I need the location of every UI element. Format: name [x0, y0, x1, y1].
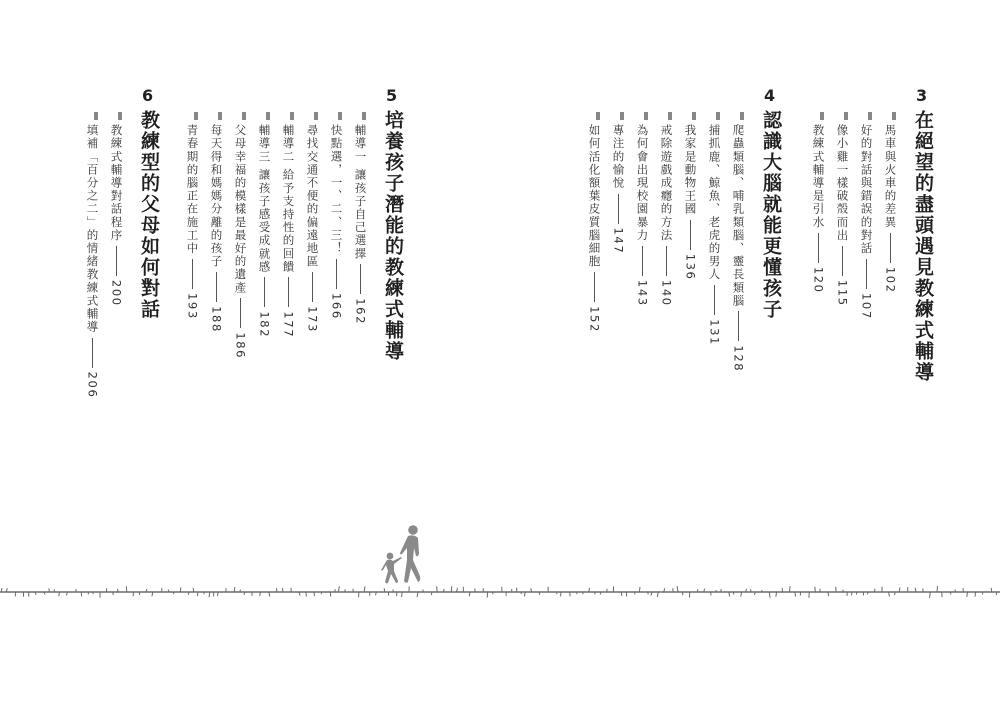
leader-line: [594, 272, 595, 302]
leader-line: [192, 259, 193, 289]
ground-tick: [769, 592, 770, 598]
ground-tick: [126, 586, 127, 592]
bullet-mark: [644, 112, 648, 120]
toc-entry[interactable]: [306, 112, 318, 333]
toc-entry[interactable]: [860, 112, 872, 320]
ground-tick: [673, 588, 674, 592]
ground-tick: [193, 588, 194, 592]
bullet-mark: [362, 112, 366, 120]
ground-tick: [437, 586, 438, 592]
bullet-mark: [314, 112, 318, 120]
entry-title: 馬車與火車的差異: [883, 124, 898, 229]
entry-title: 戒除遊戲成癮的方法: [659, 124, 674, 242]
toc-entry[interactable]: [258, 112, 270, 338]
leader-line: [240, 298, 241, 328]
ground-tick: [937, 586, 938, 592]
ground-tick: [487, 592, 488, 598]
leader-line: [866, 259, 867, 289]
entry-page: 102: [883, 266, 898, 294]
chapter-title: 培養孩子潛能的教練式輔導: [382, 110, 404, 362]
entry-page: 186: [233, 332, 248, 360]
toc-entry[interactable]: [588, 112, 600, 333]
toc-entry[interactable]: [110, 112, 122, 307]
ground-tick: [950, 592, 951, 594]
entry-title: 輔導三 讓孩子感受成就感: [257, 124, 272, 274]
leader-line: [714, 285, 715, 315]
bullet-mark: [338, 112, 342, 120]
entry-page: 162: [353, 298, 368, 326]
entry-title: 為何會出現校園暴力: [635, 124, 650, 242]
leader-line: [92, 338, 93, 368]
leader-line: [690, 220, 691, 250]
bullet-mark: [868, 112, 872, 120]
bullet-mark: [218, 112, 222, 120]
bullet-mark: [692, 112, 696, 120]
entry-title: 父母幸福的模樣是最好的遺產: [233, 124, 248, 295]
entry-page: 152: [587, 306, 602, 333]
entry-title: 好的對話與錯誤的對話: [859, 124, 874, 255]
ground-tick: [113, 592, 114, 595]
entry-title: 青春期的腦正在施工中: [185, 124, 200, 255]
toc-entry[interactable]: [660, 112, 672, 307]
ground-tick: [81, 592, 82, 596]
leader-line: [336, 259, 337, 289]
ground-tick: [967, 592, 968, 597]
ground-tick: [996, 592, 997, 595]
toc-entry[interactable]: [210, 112, 222, 333]
leader-line: [842, 246, 843, 276]
entry-page: 140: [659, 279, 674, 307]
ground-tick: [677, 586, 678, 592]
entry-page: 128: [731, 345, 746, 373]
entry-page: 193: [185, 293, 200, 320]
bullet-mark: [892, 112, 896, 120]
leader-line: [890, 233, 891, 263]
ground-tick: [828, 592, 829, 596]
entry-title: 每天得和媽媽分離的孩子: [209, 124, 224, 269]
ground-tick: [852, 592, 853, 595]
ground-tick: [923, 588, 924, 592]
entry-page: 131: [707, 319, 722, 346]
bullet-mark: [266, 112, 270, 120]
leader-line: [618, 194, 619, 224]
chapter-title: 教練型的父母如何對話: [138, 110, 160, 320]
entry-title: 尋找交通不便的偏遠地區: [305, 124, 320, 269]
entry-page: 115: [835, 279, 850, 307]
chapter-title: 在絕望的盡頭遇見教練式輔導: [912, 110, 934, 383]
entry-page: 147: [611, 227, 626, 255]
ground-tick: [621, 592, 622, 596]
entry-page: 200: [109, 279, 124, 307]
entry-title: 教練式輔導是引水: [811, 124, 826, 229]
entry-title: 輔導二 給予支持性的回饋: [281, 124, 296, 274]
entry-page: 206: [85, 371, 100, 399]
ground-tick: [234, 587, 235, 592]
bullet-mark: [716, 112, 720, 120]
ground-tick: [899, 588, 900, 593]
bullet-mark: [844, 112, 848, 120]
entry-page: 136: [683, 253, 698, 281]
toc-entry[interactable]: [812, 112, 824, 294]
ground-tick: [539, 592, 540, 595]
ground-tick: [721, 589, 722, 592]
ground-tick: [306, 592, 307, 597]
chapter-title: 認識大腦就能更懂孩子: [760, 110, 782, 320]
entry-title: 如何活化額葉皮質腦細胞: [587, 124, 602, 269]
leader-line: [116, 246, 117, 276]
ground-tick: [648, 592, 649, 594]
entry-title: 像小雞一樣破殼而出: [835, 124, 850, 242]
ground-tick: [729, 592, 730, 597]
entry-page: 107: [859, 293, 874, 320]
ground-tick: [475, 589, 476, 593]
ground-tick: [260, 592, 261, 596]
leader-line: [360, 264, 361, 294]
ground-tick: [975, 592, 976, 597]
bullet-mark: [94, 112, 98, 120]
ground-tick: [815, 587, 816, 592]
adult-figure: [400, 525, 420, 583]
ground-tick: [282, 588, 283, 592]
adult-and-child-walking-illustration: [380, 524, 430, 594]
chapter-number: 4: [764, 86, 776, 105]
ground-tick: [991, 588, 992, 592]
ground-tick: [955, 590, 956, 593]
leader-line: [818, 233, 819, 263]
ground-tick: [364, 586, 365, 592]
entry-page: 166: [329, 293, 344, 320]
ground-tick: [639, 587, 640, 592]
toc-entry[interactable]: [354, 112, 366, 325]
entry-page: 143: [635, 279, 650, 307]
bullet-mark: [290, 112, 294, 120]
ground-tick: [595, 592, 596, 594]
bullet-mark: [596, 112, 600, 120]
toc-entry[interactable]: [234, 112, 246, 359]
entry-title: 教練式輔導對話程序: [109, 124, 124, 242]
entry-page: 120: [811, 266, 826, 294]
ground-tick: [118, 589, 119, 592]
bullet-mark: [668, 112, 672, 120]
entry-title: 填補「百分之二」的情緒教練式輔導: [85, 124, 100, 334]
ground-tick: [209, 592, 210, 597]
leader-line: [738, 311, 739, 341]
entry-page: 177: [281, 311, 296, 339]
bullet-mark: [740, 112, 744, 120]
toc-entry[interactable]: [884, 112, 896, 294]
leader-line: [666, 246, 667, 276]
ground-line: [0, 581, 1000, 601]
entry-title: 我家是動物王國: [683, 124, 698, 216]
bullet-mark: [242, 112, 246, 120]
toc-entry[interactable]: [708, 112, 720, 346]
leader-line: [216, 272, 217, 302]
entry-title: 專注的愉悅: [611, 124, 626, 190]
entry-page: 173: [305, 306, 320, 333]
ground-tick: [180, 587, 181, 592]
entry-title: 快點選，一、二、三！: [329, 124, 344, 255]
entry-page: 188: [209, 306, 224, 333]
entry-title: 爬蟲類腦、哺乳類腦、靈長類腦: [731, 124, 746, 308]
toc-entry[interactable]: [836, 112, 848, 307]
child-figure: [381, 553, 402, 584]
chapter-number: 6: [142, 86, 154, 105]
bullet-mark: [118, 112, 122, 120]
leader-line: [312, 272, 313, 302]
leader-line: [642, 246, 643, 276]
leader-line: [288, 277, 289, 307]
ground-tick: [197, 592, 198, 596]
entry-title: 輔導一 讓孩子自己選擇: [353, 124, 368, 261]
toc-entry[interactable]: [732, 112, 744, 372]
toc-entry[interactable]: [282, 112, 294, 338]
toc-entry[interactable]: [612, 112, 624, 254]
ground-tick: [733, 592, 734, 595]
bullet-mark: [620, 112, 624, 120]
ground-tick: [338, 586, 339, 592]
toc-entry[interactable]: [636, 112, 648, 307]
ground-tick: [59, 592, 60, 596]
ground-tick: [345, 589, 346, 592]
ground-tick: [930, 592, 931, 598]
toc-entry[interactable]: [330, 112, 342, 320]
bullet-mark: [820, 112, 824, 120]
chapter-number: 5: [386, 86, 398, 105]
chapter-number: 3: [916, 86, 928, 105]
entry-title: 捕抓鹿、鯨魚、老虎的男人: [707, 124, 722, 282]
entry-page: 182: [257, 311, 272, 339]
toc-entry[interactable]: [684, 112, 696, 280]
ground-tick: [795, 592, 796, 597]
toc-entry[interactable]: [186, 112, 198, 320]
bullet-mark: [194, 112, 198, 120]
leader-line: [264, 277, 265, 307]
toc-entry[interactable]: [86, 112, 98, 398]
ground-tick: [790, 586, 791, 592]
ground-tick: [204, 592, 205, 594]
